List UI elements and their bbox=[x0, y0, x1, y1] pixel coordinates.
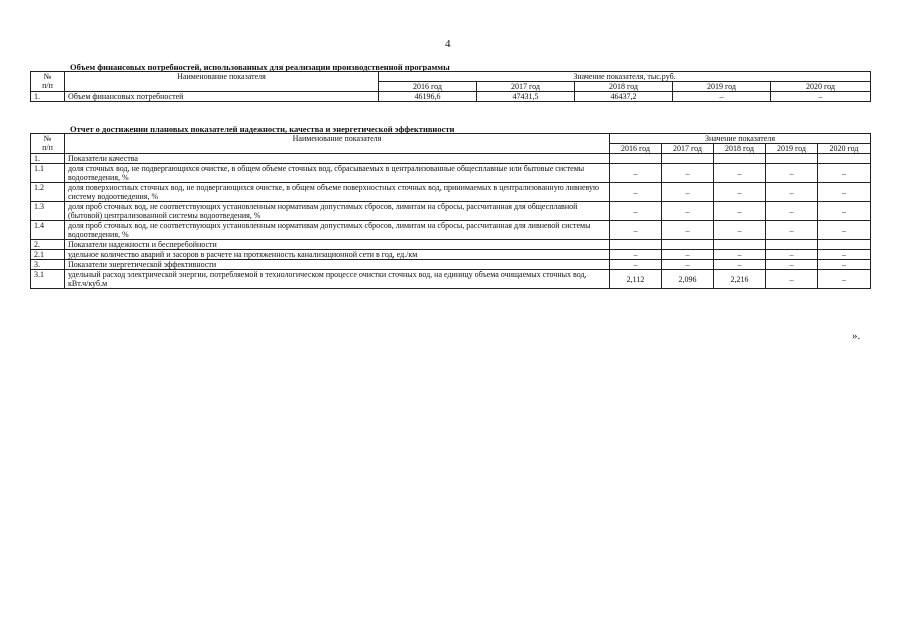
indicator-name: доля проб сточных вод, не соответствующих установленным нормативам допустимых сбросов, лимитам на сбросы, рассчитанная для общесплавной (бытовой) централизованной системы водоотведения, % bbox=[65, 202, 610, 221]
indicator-value: – bbox=[662, 250, 714, 260]
section-row bbox=[31, 240, 871, 250]
indicator-name: удельный расход электрической энергии, потребляемой в технологическом процессе очистки сточных вод, на единицу объема очищаемых сточных вод, кВт.ч/куб.м bbox=[65, 270, 610, 289]
closing-quote-mark: ». bbox=[852, 330, 861, 342]
year-header: 2018 год bbox=[714, 144, 766, 154]
indicator-name: удельное количество аварий и засоров в расчете на протяженность канализационной сети в год, ед./км bbox=[65, 250, 610, 260]
table-row bbox=[31, 183, 871, 202]
row-number: 1. bbox=[31, 92, 65, 102]
column-header-name: Наименование показателя bbox=[65, 134, 610, 154]
indicator-value: – bbox=[714, 260, 766, 270]
empty-cell bbox=[818, 240, 871, 250]
indicator-value: – bbox=[662, 221, 714, 240]
indicator-name: Показатели качества bbox=[65, 154, 610, 164]
indicator-value: – bbox=[714, 183, 766, 202]
indicator-value: 2,216 bbox=[714, 270, 766, 289]
indicator-value: – bbox=[662, 202, 714, 221]
indicator-value: – bbox=[818, 221, 871, 240]
indicator-value: 47431,5 bbox=[477, 92, 575, 102]
indicator-value: – bbox=[818, 202, 871, 221]
indicator-name: Показатели энергетической эффективности bbox=[65, 260, 610, 270]
indicator-value: – bbox=[771, 92, 871, 102]
indicator-value: – bbox=[610, 221, 662, 240]
indicator-value: – bbox=[662, 183, 714, 202]
row-number: 3.1 bbox=[31, 270, 65, 289]
indicator-value: 46196,6 bbox=[379, 92, 477, 102]
indicator-value: – bbox=[818, 183, 871, 202]
indicator-value: – bbox=[714, 250, 766, 260]
indicator-value: – bbox=[610, 164, 662, 183]
indicator-value: 2,112 bbox=[610, 270, 662, 289]
year-header: 2016 год bbox=[379, 82, 477, 92]
indicator-value: – bbox=[714, 202, 766, 221]
financial-needs-table bbox=[30, 71, 871, 102]
table-row bbox=[31, 92, 871, 102]
num-sub-label: п/п bbox=[42, 143, 53, 152]
empty-cell bbox=[714, 154, 766, 164]
column-header-value: Значение показателя, тыс.руб. bbox=[379, 72, 871, 82]
empty-cell bbox=[662, 240, 714, 250]
page-number: 4 bbox=[445, 38, 451, 50]
row-number: 1.1 bbox=[31, 164, 65, 183]
indicator-value: – bbox=[662, 164, 714, 183]
indicator-value: – bbox=[818, 270, 871, 289]
table-row bbox=[31, 202, 871, 221]
indicator-value: 2,096 bbox=[662, 270, 714, 289]
reliability-report-title: Отчет о достижении плановых показателей надежности, качества и энергетической эффективности bbox=[70, 124, 455, 134]
indicator-value: – bbox=[766, 260, 818, 270]
indicator-value: – bbox=[610, 250, 662, 260]
year-header: 2019 год bbox=[766, 144, 818, 154]
indicator-value: – bbox=[766, 221, 818, 240]
year-header: 2018 год bbox=[575, 82, 673, 92]
empty-cell bbox=[610, 240, 662, 250]
indicator-value: – bbox=[766, 164, 818, 183]
row-number: 2. bbox=[31, 240, 65, 250]
indicator-value: – bbox=[818, 250, 871, 260]
indicator-value: – bbox=[662, 260, 714, 270]
indicator-value: – bbox=[766, 250, 818, 260]
column-header-num bbox=[31, 134, 65, 154]
indicator-name: доля сточных вод, не подвергающихся очистке, в общем объеме сточных вод, сбрасываемых в централизованные общесплавные или бытовые системы водоотведения, % bbox=[65, 164, 610, 183]
table-row bbox=[31, 250, 871, 260]
indicator-value: – bbox=[766, 270, 818, 289]
indicator-value: – bbox=[610, 202, 662, 221]
num-sub-label: п/п bbox=[42, 81, 53, 90]
indicator-name: Объем финансовых потребностей bbox=[65, 92, 379, 102]
indicator-value: – bbox=[818, 164, 871, 183]
table-row bbox=[31, 164, 871, 183]
indicator-value: – bbox=[766, 183, 818, 202]
row-number: 1.3 bbox=[31, 202, 65, 221]
indicator-name: доля поверхностных сточных вод, не подвергающихся очистке, в общем объеме поверхностных сточных вод, принимаемых в централизованную ливневую систему водоотведения, % bbox=[65, 183, 610, 202]
reliability-indicators-table bbox=[30, 133, 871, 289]
indicator-value: – bbox=[714, 164, 766, 183]
table-row bbox=[31, 221, 871, 240]
row-number: 1. bbox=[31, 154, 65, 164]
indicator-value: – bbox=[610, 260, 662, 270]
year-header: 2016 год bbox=[610, 144, 662, 154]
row-number: 2.1 bbox=[31, 250, 65, 260]
num-label: № bbox=[43, 72, 52, 81]
num-label: № bbox=[43, 134, 52, 143]
year-header: 2017 год bbox=[662, 144, 714, 154]
indicator-value: – bbox=[673, 92, 771, 102]
row-number: 3. bbox=[31, 260, 65, 270]
column-header-num bbox=[31, 72, 65, 92]
empty-cell bbox=[714, 240, 766, 250]
empty-cell bbox=[766, 154, 818, 164]
row-number: 1.4 bbox=[31, 221, 65, 240]
table-row bbox=[31, 270, 871, 289]
year-header: 2019 год bbox=[673, 82, 771, 92]
indicator-value: – bbox=[818, 260, 871, 270]
section-row bbox=[31, 154, 871, 164]
empty-cell bbox=[766, 240, 818, 250]
empty-cell bbox=[662, 154, 714, 164]
row-number: 1.2 bbox=[31, 183, 65, 202]
indicator-value: – bbox=[766, 202, 818, 221]
column-header-value: Значение показателя bbox=[610, 134, 871, 144]
indicator-value: 46437,2 bbox=[575, 92, 673, 102]
financial-needs-title: Объем финансовых потребностей, использованных для реализации производственной программы bbox=[70, 62, 450, 72]
table-row bbox=[31, 260, 871, 270]
empty-cell bbox=[610, 154, 662, 164]
year-header: 2017 год bbox=[477, 82, 575, 92]
year-header: 2020 год bbox=[771, 82, 871, 92]
column-header-name: Наименование показателя bbox=[65, 72, 379, 92]
indicator-name: Показатели надежности и бесперебойности bbox=[65, 240, 610, 250]
empty-cell bbox=[818, 154, 871, 164]
indicator-value: – bbox=[610, 183, 662, 202]
year-header: 2020 год bbox=[818, 144, 871, 154]
indicator-value: – bbox=[714, 221, 766, 240]
indicator-name: доля проб сточных вод, не соответствующих установленным нормативам допустимых сбросов, лимитам на сбросы, рассчитанная для ливневой системы водоотведения, % bbox=[65, 221, 610, 240]
